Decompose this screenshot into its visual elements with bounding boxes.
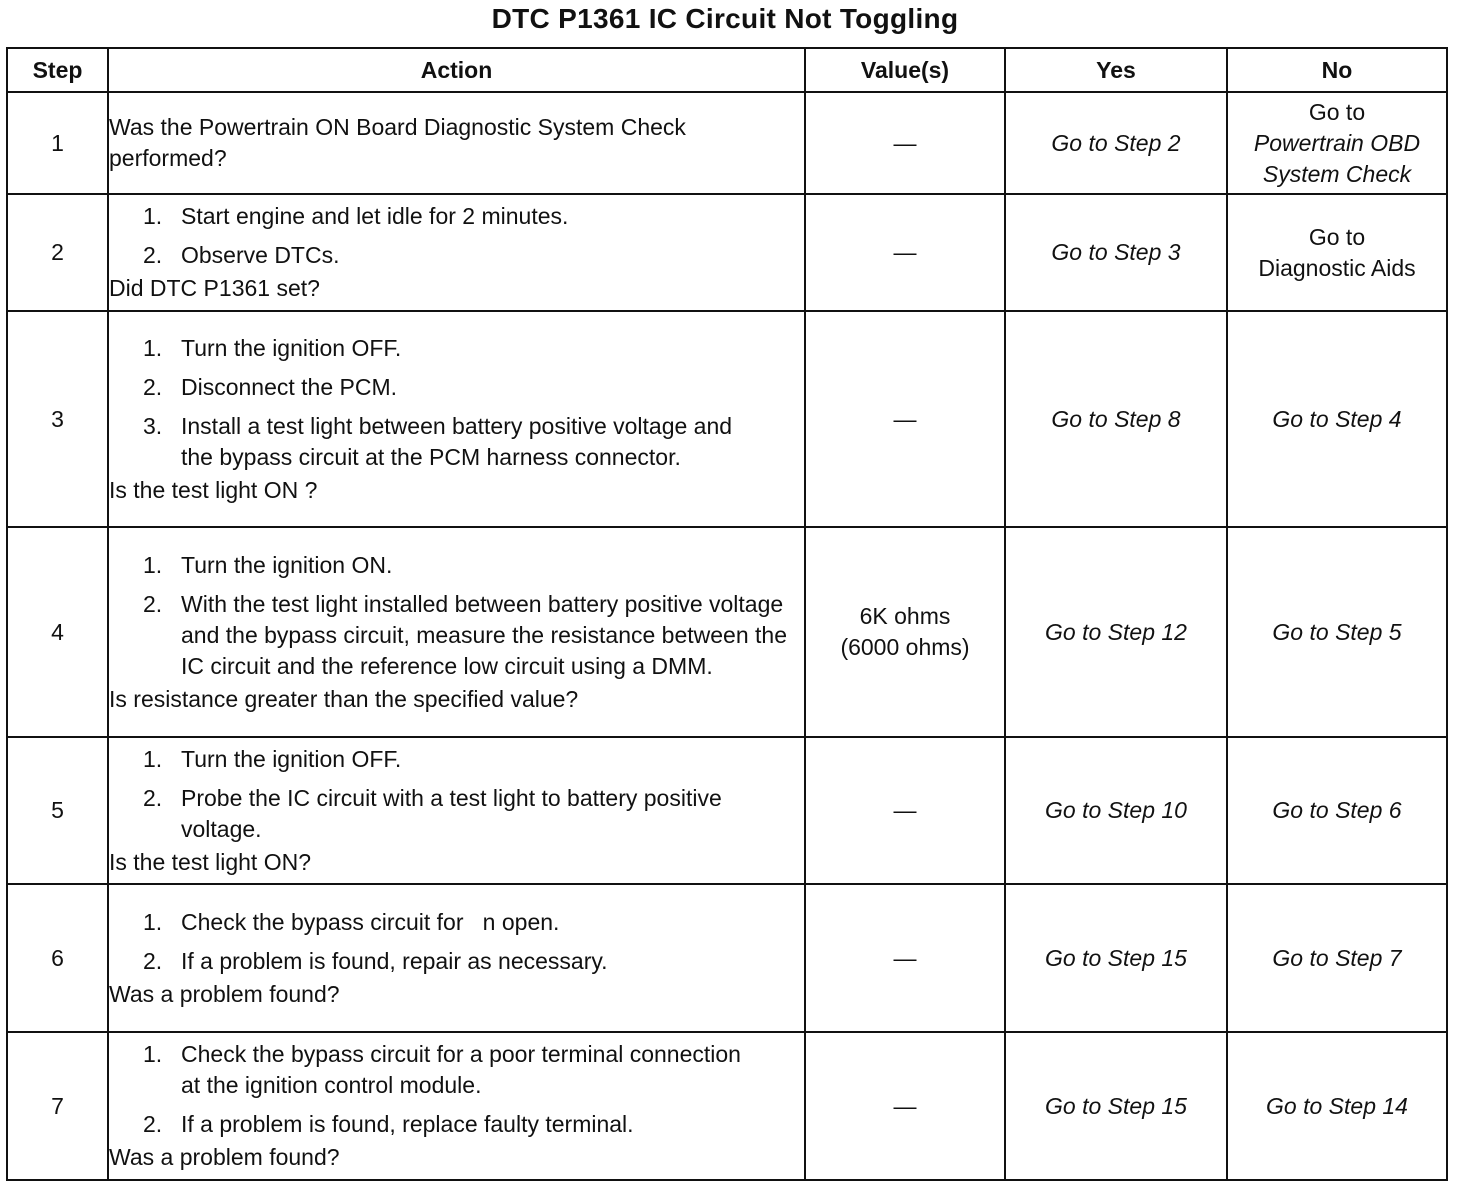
no-link[interactable] <box>1227 194 1447 311</box>
value-cell: — <box>805 1032 1005 1180</box>
action-step-item: 2. Probe the IC circuit with a test light to battery positive voltage. <box>143 784 722 842</box>
action-step-item: 3. Install a test light between battery positive voltage and the bypass circuit at the PCM harness connector. <box>143 412 733 470</box>
yes-link[interactable]: Go to Step 3 <box>1005 194 1227 311</box>
no-link[interactable]: Go to Step 14 <box>1227 1032 1447 1180</box>
value-primary: 6K ohms <box>859 603 951 629</box>
action-step-item: 1. Turn the ignition OFF. <box>143 334 402 361</box>
step-number: 5 <box>7 737 108 884</box>
action-step-item: 1. Check the bypass circuit for a poor terminal connection at the ignition control module. <box>143 1041 741 1098</box>
header-action: Action <box>108 48 805 92</box>
action-cell <box>108 527 805 737</box>
table-row <box>7 194 1447 311</box>
value-cell: — <box>805 311 1005 527</box>
value-cell: — <box>805 737 1005 884</box>
no-link-target: Powertrain OBD System Check <box>1253 129 1421 187</box>
no-link[interactable] <box>1227 92 1447 194</box>
action-step-item: 1. Turn the ignition ON. <box>143 551 393 578</box>
action-question: Is the test light ON ? <box>109 476 318 503</box>
value-cell: — <box>805 92 1005 194</box>
yes-link[interactable]: Go to Step 10 <box>1005 737 1227 884</box>
yes-link[interactable]: Go to Step 15 <box>1005 1032 1227 1180</box>
step-number: 7 <box>7 1032 108 1180</box>
page-title: DTC P1361 IC Circuit Not Toggling <box>491 3 959 34</box>
action-steps <box>109 907 804 977</box>
action-steps <box>109 550 804 682</box>
table-row <box>7 1032 1447 1180</box>
action-step-item: 1. Turn the ignition OFF. <box>143 745 402 772</box>
action-cell <box>108 737 805 884</box>
header-yes: Yes <box>1005 48 1227 92</box>
yes-link[interactable]: Go to Step 8 <box>1005 311 1227 527</box>
step-number: 3 <box>7 311 108 527</box>
action-step-item: 2. If a problem is found, repair as necessary. <box>143 947 608 974</box>
header-step: Step <box>7 48 108 92</box>
action-steps <box>109 744 804 845</box>
action-step-item: 2. Observe DTCs. <box>143 242 340 268</box>
step-number: 4 <box>7 527 108 737</box>
action-step-item: 1. Start engine and let idle for 2 minutes. <box>143 203 569 229</box>
step-number: 1 <box>7 92 108 194</box>
no-link[interactable]: Go to Step 5 <box>1227 527 1447 737</box>
yes-link[interactable]: Go to Step 2 <box>1005 92 1227 194</box>
action-question: Did DTC P1361 set? <box>109 275 320 301</box>
action-question: Was a problem found? <box>109 980 340 1007</box>
action-steps <box>109 201 804 271</box>
action-question: Is the test light ON? <box>109 848 311 875</box>
no-link-prefix: Go to <box>1308 223 1366 250</box>
action-cell <box>108 884 805 1032</box>
action-cell <box>108 1032 805 1180</box>
table-row <box>7 311 1447 527</box>
action-cell <box>108 92 805 194</box>
value-cell <box>805 527 1005 737</box>
action-step-item: 1. Check the bypass circuit for n open. <box>143 908 560 935</box>
step-number: 6 <box>7 884 108 1032</box>
action-question: Is resistance greater than the specified value? <box>109 685 579 712</box>
no-link[interactable]: Go to Step 7 <box>1227 884 1447 1032</box>
no-link-target: Diagnostic Aids <box>1258 254 1416 281</box>
action-cell <box>108 194 805 311</box>
header-no: No <box>1227 48 1447 92</box>
action-question: Was a problem found? <box>109 1144 340 1170</box>
value-cell: — <box>805 194 1005 311</box>
action-step-item: 2. Disconnect the PCM. <box>143 373 398 400</box>
action-cell <box>108 311 805 527</box>
diagnostic-table <box>6 47 1448 1181</box>
action-intro: Was the Powertrain ON Board Diagnostic System Check performed? <box>109 114 686 171</box>
no-link[interactable]: Go to Step 6 <box>1227 737 1447 884</box>
action-step-item: 2. With the test light installed between battery positive voltage and the bypass circuit, measure the resistance between the IC circuit and the reference low circuit using a DMM. <box>143 590 788 679</box>
yes-link[interactable]: Go to Step 15 <box>1005 884 1227 1032</box>
action-step-item: 2. If a problem is found, replace faulty terminal. <box>143 1111 634 1137</box>
header-row <box>7 48 1447 92</box>
value-secondary: (6000 ohms) <box>840 634 970 660</box>
table-row <box>7 527 1447 737</box>
table-row <box>7 92 1447 194</box>
action-steps <box>109 1039 804 1140</box>
yes-link[interactable]: Go to Step 12 <box>1005 527 1227 737</box>
value-cell: — <box>805 884 1005 1032</box>
step-number: 2 <box>7 194 108 311</box>
table-row <box>7 737 1447 884</box>
table-row <box>7 884 1447 1032</box>
action-steps <box>109 333 804 473</box>
no-link[interactable]: Go to Step 4 <box>1227 311 1447 527</box>
header-values: Value(s) <box>805 48 1005 92</box>
no-link-prefix: Go to <box>1308 98 1366 125</box>
